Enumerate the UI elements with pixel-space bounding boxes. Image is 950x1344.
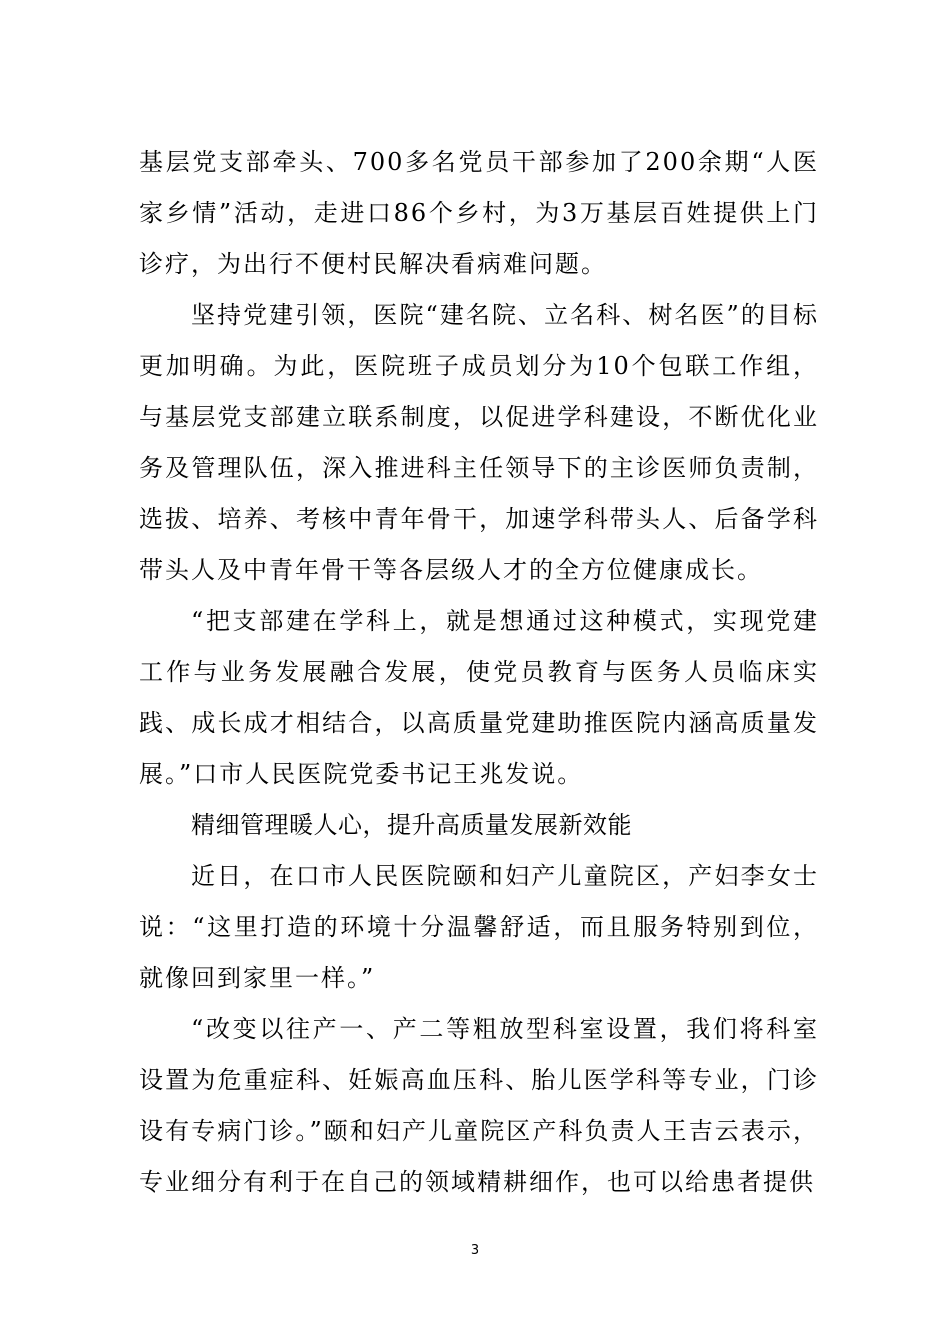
paragraph-continued: 基层党支部牵头、700多名党员干部参加了200余期“人医家乡情”活动，走进口86个乡村，为3万基层百姓提供上门诊疗，为出行不便村民解决看病难问题。 [139, 148, 819, 278]
paragraph: 近日，在口市人民医院颐和妇产儿童院区，产妇李女士说：“这里打造的环境十分温馨舒适，而且服务特别到位，就像回到家里一样。” [139, 862, 819, 992]
paragraph: 坚持党建引领，医院“建名院、立名科、树名医”的目标更加明确。为此，医院班子成员划分为10个包联工作组，与基层党支部建立联系制度，以促进学科建设，不断优化业务及管理队伍，深入推进科主任领导下的主诊医师负责制，选拔、培养、考核中青年骨干，加速学科带头人、后备学科带头人及中青年骨干等各层级人才的全方位健康成长。 [139, 301, 819, 584]
section-heading: 精细管理暖人心，提升高质量发展新效能 [191, 811, 632, 839]
paragraph-quote: “把支部建在学科上，就是想通过这种模式，实现党建工作与业务发展融合发展，使党员教育与医务人员临床实践、成长成才相结合，以高质量党建助推医院内涵高质量发展。”口市人民医院党委书记王兆发说。 [139, 607, 819, 788]
paragraph-quote: “改变以往产一、产二等粗放型科室设置，我们将科室设置为危重症科、妊娠高血压科、胎儿医学科等专业，门诊设有专病门诊。”颐和妇产儿童院区产科负责人王吉云表示，专业细分有利于在自己的领域精耕细作，也可以给患者提供 [139, 1015, 819, 1196]
page-number: 3 [470, 1243, 480, 1258]
body-text [139, 137, 819, 1208]
